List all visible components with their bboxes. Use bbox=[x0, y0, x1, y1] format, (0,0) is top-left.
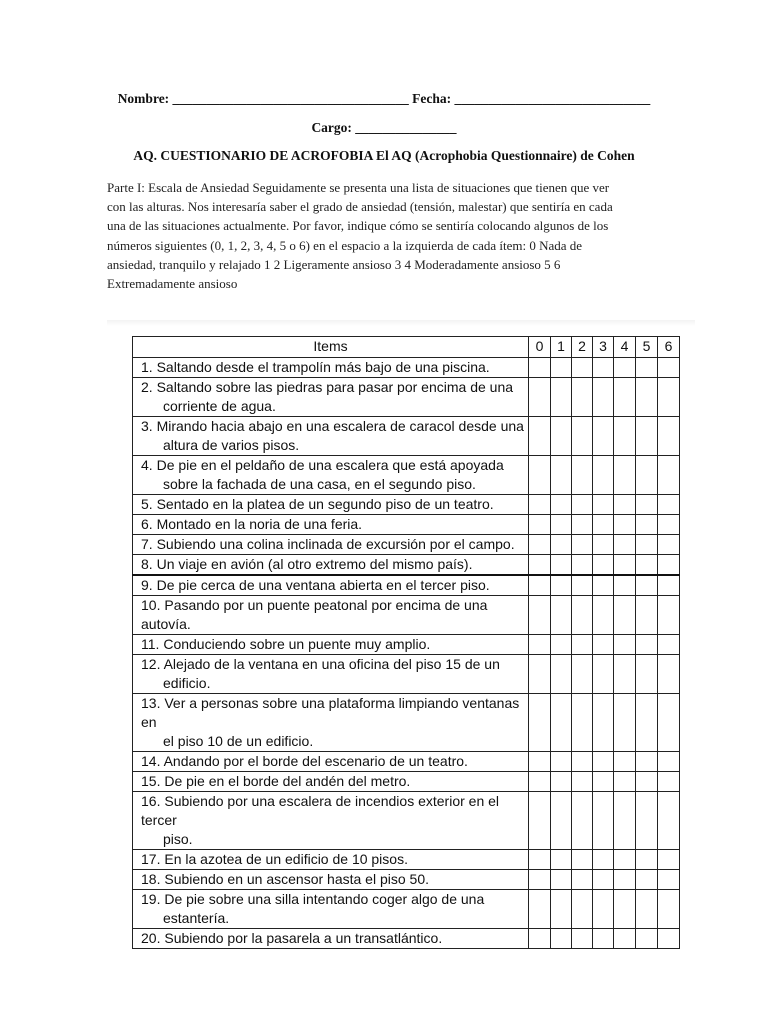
item-cell bbox=[133, 555, 529, 576]
item-text-continued: altura de varios pisos. bbox=[163, 437, 300, 453]
table-row bbox=[133, 890, 680, 929]
score-cell-2[interactable] bbox=[572, 694, 593, 752]
score-cell-1[interactable] bbox=[551, 635, 572, 655]
score-cell-1[interactable] bbox=[551, 358, 572, 378]
table-row bbox=[133, 694, 680, 752]
score-cell-1[interactable] bbox=[551, 792, 572, 850]
score-cell-2[interactable] bbox=[572, 535, 593, 555]
item-cell bbox=[133, 535, 529, 555]
scale-header-5: 5 bbox=[636, 337, 658, 358]
score-cell-6[interactable] bbox=[658, 535, 680, 555]
score-cell-6[interactable] bbox=[658, 929, 680, 949]
table-row bbox=[133, 456, 680, 495]
score-cell-3[interactable] bbox=[593, 515, 614, 535]
score-cell-5[interactable] bbox=[636, 850, 658, 870]
score-cell-1[interactable] bbox=[551, 535, 572, 555]
score-cell-6[interactable] bbox=[658, 752, 680, 772]
score-cell-6[interactable] bbox=[658, 495, 680, 515]
score-cell-5[interactable] bbox=[636, 555, 658, 576]
score-cell-2[interactable] bbox=[572, 555, 593, 576]
score-cell-2[interactable] bbox=[572, 378, 593, 417]
item-number: 7. bbox=[141, 536, 153, 552]
scale-header-1: 1 bbox=[551, 337, 572, 358]
score-cell-6[interactable] bbox=[658, 378, 680, 417]
score-cell-6[interactable] bbox=[658, 772, 680, 792]
score-cell-3[interactable] bbox=[593, 378, 614, 417]
item-number: 2. bbox=[141, 379, 153, 395]
score-cell-6[interactable] bbox=[658, 890, 680, 929]
table-row bbox=[133, 358, 680, 378]
score-cell-1[interactable] bbox=[551, 555, 572, 576]
item-text: Subiendo por una escalera de incendios exterior en el tercer bbox=[141, 793, 500, 828]
score-cell-1[interactable] bbox=[551, 456, 572, 495]
item-number: 17. bbox=[141, 851, 161, 867]
score-cell-6[interactable] bbox=[658, 596, 680, 635]
score-cell-2[interactable] bbox=[572, 772, 593, 792]
item-number: 14. bbox=[141, 753, 161, 769]
score-cell-5[interactable] bbox=[636, 694, 658, 752]
score-cell-6[interactable] bbox=[658, 655, 680, 694]
score-cell-3[interactable] bbox=[593, 870, 614, 890]
score-cell-0[interactable] bbox=[529, 378, 551, 417]
score-cell-6[interactable] bbox=[658, 575, 680, 596]
score-cell-3[interactable] bbox=[593, 596, 614, 635]
score-cell-0[interactable] bbox=[529, 752, 551, 772]
score-cell-3[interactable] bbox=[593, 417, 614, 456]
score-cell-6[interactable] bbox=[658, 417, 680, 456]
score-cell-1[interactable] bbox=[551, 850, 572, 870]
score-cell-4[interactable] bbox=[614, 358, 636, 378]
score-cell-3[interactable] bbox=[593, 555, 614, 576]
score-cell-4[interactable] bbox=[614, 850, 636, 870]
score-cell-2[interactable] bbox=[572, 752, 593, 772]
score-cell-0[interactable] bbox=[529, 890, 551, 929]
item-number: 3. bbox=[141, 418, 153, 434]
score-cell-1[interactable] bbox=[551, 378, 572, 417]
intro-line: Extremadamente ansioso bbox=[107, 276, 238, 292]
score-cell-6[interactable] bbox=[658, 555, 680, 576]
score-cell-5[interactable] bbox=[636, 417, 658, 456]
item-number: 11. bbox=[141, 636, 160, 652]
score-cell-4[interactable] bbox=[614, 635, 636, 655]
item-number: 19. bbox=[141, 891, 161, 907]
item-cell bbox=[133, 596, 529, 635]
item-text-continued: edificio. bbox=[163, 675, 211, 691]
score-cell-4[interactable] bbox=[614, 870, 636, 890]
score-cell-4[interactable] bbox=[614, 575, 636, 596]
table-row bbox=[133, 655, 680, 694]
table-row bbox=[133, 635, 680, 655]
table-row bbox=[133, 515, 680, 535]
score-cell-1[interactable] bbox=[551, 929, 572, 949]
intro-line: números siguientes (0, 1, 2, 3, 4, 5 o 6) en el espacio a la izquierda de cada ítem: 0 Nada de bbox=[107, 237, 583, 253]
item-text-continued: estantería. bbox=[163, 910, 230, 926]
item-text: Saltando desde el trampolín más bajo de una piscina. bbox=[156, 359, 490, 375]
item-text: Ver a personas sobre una plataforma limpiando ventanas en bbox=[141, 695, 520, 730]
score-cell-3[interactable] bbox=[593, 850, 614, 870]
questionnaire-table bbox=[132, 336, 680, 949]
table-row bbox=[133, 378, 680, 417]
table-row bbox=[133, 495, 680, 515]
table-row bbox=[133, 596, 680, 635]
item-text: Andando por el borde del escenario de un teatro. bbox=[163, 753, 468, 769]
item-text: De pie en el peldaño de una escalera que está apoyada bbox=[156, 457, 504, 473]
item-text: Subiendo en un ascensor hasta el piso 50. bbox=[164, 871, 429, 887]
score-cell-4[interactable] bbox=[614, 515, 636, 535]
item-text: En la azotea de un edificio de 10 pisos. bbox=[164, 851, 408, 867]
score-cell-0[interactable] bbox=[529, 515, 551, 535]
item-cell bbox=[133, 358, 529, 378]
item-cell bbox=[133, 575, 529, 596]
score-cell-4[interactable] bbox=[614, 417, 636, 456]
score-cell-2[interactable] bbox=[572, 792, 593, 850]
item-cell bbox=[133, 378, 529, 417]
score-cell-3[interactable] bbox=[593, 575, 614, 596]
item-text: Pasando por un puente peatonal por encima de una autovía. bbox=[141, 597, 488, 632]
score-cell-2[interactable] bbox=[572, 929, 593, 949]
item-cell bbox=[133, 456, 529, 495]
item-cell bbox=[133, 495, 529, 515]
score-cell-1[interactable] bbox=[551, 417, 572, 456]
table-row bbox=[133, 792, 680, 850]
name-date-line[interactable]: Nombre: ___________________________________ Fecha: _____________________________ bbox=[117, 91, 651, 106]
item-cell bbox=[133, 655, 529, 694]
score-cell-4[interactable] bbox=[614, 752, 636, 772]
document-title: AQ. CUESTIONARIO DE ACROFOBIA El AQ (Acrophobia Questionnaire) de Cohen bbox=[133, 148, 635, 163]
item-text: Montado en la noria de una feria. bbox=[156, 516, 363, 532]
score-cell-4[interactable] bbox=[614, 378, 636, 417]
score-cell-2[interactable] bbox=[572, 495, 593, 515]
scale-header-4: 4 bbox=[614, 337, 636, 358]
score-cell-6[interactable] bbox=[658, 358, 680, 378]
table-row bbox=[133, 752, 680, 772]
score-cell-1[interactable] bbox=[551, 890, 572, 929]
item-text-continued: el piso 10 de un edificio. bbox=[163, 733, 314, 749]
cargo-line[interactable]: Cargo: _______________ bbox=[311, 120, 457, 135]
score-cell-1[interactable] bbox=[551, 772, 572, 792]
table-row bbox=[133, 417, 680, 456]
score-cell-3[interactable] bbox=[593, 694, 614, 752]
item-number: 12. bbox=[141, 656, 161, 672]
score-cell-1[interactable] bbox=[551, 575, 572, 596]
score-cell-6[interactable] bbox=[658, 456, 680, 495]
score-cell-5[interactable] bbox=[636, 495, 658, 515]
item-text: Saltando sobre las piedras para pasar por encima de una bbox=[156, 379, 514, 395]
item-number: 13. bbox=[141, 695, 161, 711]
item-text-continued: sobre la fachada de una casa, en el segundo piso. bbox=[163, 476, 476, 492]
score-cell-3[interactable] bbox=[593, 890, 614, 929]
item-cell bbox=[133, 890, 529, 929]
score-cell-3[interactable] bbox=[593, 929, 614, 949]
score-cell-6[interactable] bbox=[658, 635, 680, 655]
score-cell-4[interactable] bbox=[614, 694, 636, 752]
score-cell-1[interactable] bbox=[551, 870, 572, 890]
score-cell-5[interactable] bbox=[636, 515, 658, 535]
item-cell bbox=[133, 929, 529, 949]
intro-paragraph bbox=[107, 178, 647, 293]
score-cell-5[interactable] bbox=[636, 378, 658, 417]
score-cell-5[interactable] bbox=[636, 772, 658, 792]
score-cell-4[interactable] bbox=[614, 772, 636, 792]
score-cell-5[interactable] bbox=[636, 358, 658, 378]
score-cell-2[interactable] bbox=[572, 635, 593, 655]
score-cell-3[interactable] bbox=[593, 456, 614, 495]
table-row bbox=[133, 850, 680, 870]
score-cell-2[interactable] bbox=[572, 850, 593, 870]
score-cell-2[interactable] bbox=[572, 870, 593, 890]
item-text: Un viaje en avión (al otro extremo del mismo país). bbox=[156, 556, 473, 572]
score-cell-5[interactable] bbox=[636, 596, 658, 635]
score-cell-5[interactable] bbox=[636, 635, 658, 655]
score-cell-4[interactable] bbox=[614, 495, 636, 515]
score-cell-0[interactable] bbox=[529, 495, 551, 515]
table-row bbox=[133, 772, 680, 792]
score-cell-0[interactable] bbox=[529, 772, 551, 792]
score-cell-2[interactable] bbox=[572, 515, 593, 535]
item-cell bbox=[133, 752, 529, 772]
score-cell-3[interactable] bbox=[593, 495, 614, 515]
score-cell-2[interactable] bbox=[572, 456, 593, 495]
item-number: 10. bbox=[141, 597, 161, 613]
score-cell-1[interactable] bbox=[551, 495, 572, 515]
score-cell-3[interactable] bbox=[593, 792, 614, 850]
item-number: 5. bbox=[141, 496, 153, 512]
score-cell-2[interactable] bbox=[572, 655, 593, 694]
item-text: Conduciendo sobre un puente muy amplio. bbox=[163, 636, 431, 652]
table-row bbox=[133, 575, 680, 596]
item-cell bbox=[133, 772, 529, 792]
items-column-header: Items bbox=[133, 337, 529, 358]
item-cell bbox=[133, 515, 529, 535]
scale-header-2: 2 bbox=[572, 337, 593, 358]
score-cell-5[interactable] bbox=[636, 752, 658, 772]
score-cell-0[interactable] bbox=[529, 929, 551, 949]
score-cell-5[interactable] bbox=[636, 456, 658, 495]
score-cell-5[interactable] bbox=[636, 929, 658, 949]
score-cell-3[interactable] bbox=[593, 655, 614, 694]
score-cell-4[interactable] bbox=[614, 890, 636, 929]
scale-header-0: 0 bbox=[529, 337, 551, 358]
score-cell-0[interactable] bbox=[529, 358, 551, 378]
table-header-row bbox=[133, 337, 680, 358]
score-cell-0[interactable] bbox=[529, 635, 551, 655]
score-cell-0[interactable] bbox=[529, 850, 551, 870]
table-row bbox=[133, 555, 680, 576]
item-text: De pie sobre una silla intentando coger algo de una bbox=[164, 891, 485, 907]
score-cell-3[interactable] bbox=[593, 535, 614, 555]
item-cell bbox=[133, 850, 529, 870]
score-cell-4[interactable] bbox=[614, 535, 636, 555]
item-cell bbox=[133, 870, 529, 890]
score-cell-5[interactable] bbox=[636, 890, 658, 929]
score-cell-1[interactable] bbox=[551, 752, 572, 772]
intro-line: Parte I: Escala de Ansiedad Seguidamente se presenta una lista de situaciones que tienen que ver bbox=[107, 180, 610, 195]
score-cell-3[interactable] bbox=[593, 358, 614, 378]
score-cell-0[interactable] bbox=[529, 555, 551, 576]
score-cell-5[interactable] bbox=[636, 535, 658, 555]
score-cell-2[interactable] bbox=[572, 358, 593, 378]
table-row bbox=[133, 929, 680, 949]
item-text: Mirando hacia abajo en una escalera de caracol desde una bbox=[156, 418, 524, 434]
score-cell-6[interactable] bbox=[658, 515, 680, 535]
score-cell-0[interactable] bbox=[529, 575, 551, 596]
score-cell-0[interactable] bbox=[529, 870, 551, 890]
score-cell-4[interactable] bbox=[614, 456, 636, 495]
score-cell-3[interactable] bbox=[593, 635, 614, 655]
score-cell-0[interactable] bbox=[529, 792, 551, 850]
item-number: 1. bbox=[141, 359, 153, 375]
item-cell bbox=[133, 635, 529, 655]
score-cell-6[interactable] bbox=[658, 694, 680, 752]
score-cell-4[interactable] bbox=[614, 655, 636, 694]
item-text-continued: piso. bbox=[163, 831, 193, 847]
item-number: 9. bbox=[141, 577, 153, 593]
score-cell-4[interactable] bbox=[614, 792, 636, 850]
item-text-continued: corriente de agua. bbox=[163, 398, 276, 414]
item-number: 16. bbox=[141, 793, 161, 809]
score-cell-6[interactable] bbox=[658, 870, 680, 890]
score-cell-5[interactable] bbox=[636, 870, 658, 890]
score-cell-2[interactable] bbox=[572, 890, 593, 929]
item-text: Subiendo una colina inclinada de excursión por el campo. bbox=[156, 536, 515, 552]
item-number: 6. bbox=[141, 516, 153, 532]
score-cell-4[interactable] bbox=[614, 596, 636, 635]
score-cell-4[interactable] bbox=[614, 929, 636, 949]
item-number: 18. bbox=[141, 871, 161, 887]
item-text: Alejado de la ventana en una oficina del piso 15 de un bbox=[163, 656, 500, 672]
item-text: Subiendo por la pasarela a un transatlántico. bbox=[164, 930, 443, 946]
item-cell bbox=[133, 694, 529, 752]
scale-header-3: 3 bbox=[593, 337, 614, 358]
score-cell-5[interactable] bbox=[636, 655, 658, 694]
score-cell-1[interactable] bbox=[551, 596, 572, 635]
score-cell-0[interactable] bbox=[529, 694, 551, 752]
item-number: 8. bbox=[141, 556, 153, 572]
table-row bbox=[133, 870, 680, 890]
table-row bbox=[133, 535, 680, 555]
score-cell-3[interactable] bbox=[593, 752, 614, 772]
item-cell bbox=[133, 792, 529, 850]
item-text: De pie cerca de una ventana abierta en el tercer piso. bbox=[156, 577, 490, 593]
score-cell-5[interactable] bbox=[636, 792, 658, 850]
score-cell-1[interactable] bbox=[551, 515, 572, 535]
item-cell bbox=[133, 417, 529, 456]
score-cell-5[interactable] bbox=[636, 575, 658, 596]
table-top-shade bbox=[107, 320, 695, 326]
score-cell-6[interactable] bbox=[658, 792, 680, 850]
scale-header-6: 6 bbox=[658, 337, 680, 358]
score-cell-2[interactable] bbox=[572, 575, 593, 596]
item-text: De pie en el borde del andén del metro. bbox=[164, 773, 411, 789]
score-cell-0[interactable] bbox=[529, 456, 551, 495]
item-number: 15. bbox=[141, 773, 161, 789]
score-cell-4[interactable] bbox=[614, 555, 636, 576]
score-cell-3[interactable] bbox=[593, 772, 614, 792]
score-cell-2[interactable] bbox=[572, 596, 593, 635]
item-number: 20. bbox=[141, 930, 161, 946]
item-text: Sentado en la platea de un segundo piso de un teatro. bbox=[156, 496, 494, 512]
intro-line: ansiedad, tranquilo y relajado 1 2 Ligeramente ansioso 3 4 Moderadamente ansioso 5 6 bbox=[107, 256, 561, 272]
score-cell-0[interactable] bbox=[529, 535, 551, 555]
item-number: 4. bbox=[141, 457, 153, 473]
score-cell-0[interactable] bbox=[529, 417, 551, 456]
intro-line: una de las situaciones actualmente. Por favor, indique cómo se sentiría colocando algunos de los bbox=[107, 218, 609, 234]
score-cell-0[interactable] bbox=[529, 596, 551, 635]
score-cell-6[interactable] bbox=[658, 850, 680, 870]
score-cell-1[interactable] bbox=[551, 655, 572, 694]
score-cell-1[interactable] bbox=[551, 694, 572, 752]
intro-line: con las alturas. Nos interesaría saber el grado de ansiedad (tensión, malestar) que sentiría en cada bbox=[107, 199, 613, 215]
score-cell-0[interactable] bbox=[529, 655, 551, 694]
score-cell-2[interactable] bbox=[572, 417, 593, 456]
